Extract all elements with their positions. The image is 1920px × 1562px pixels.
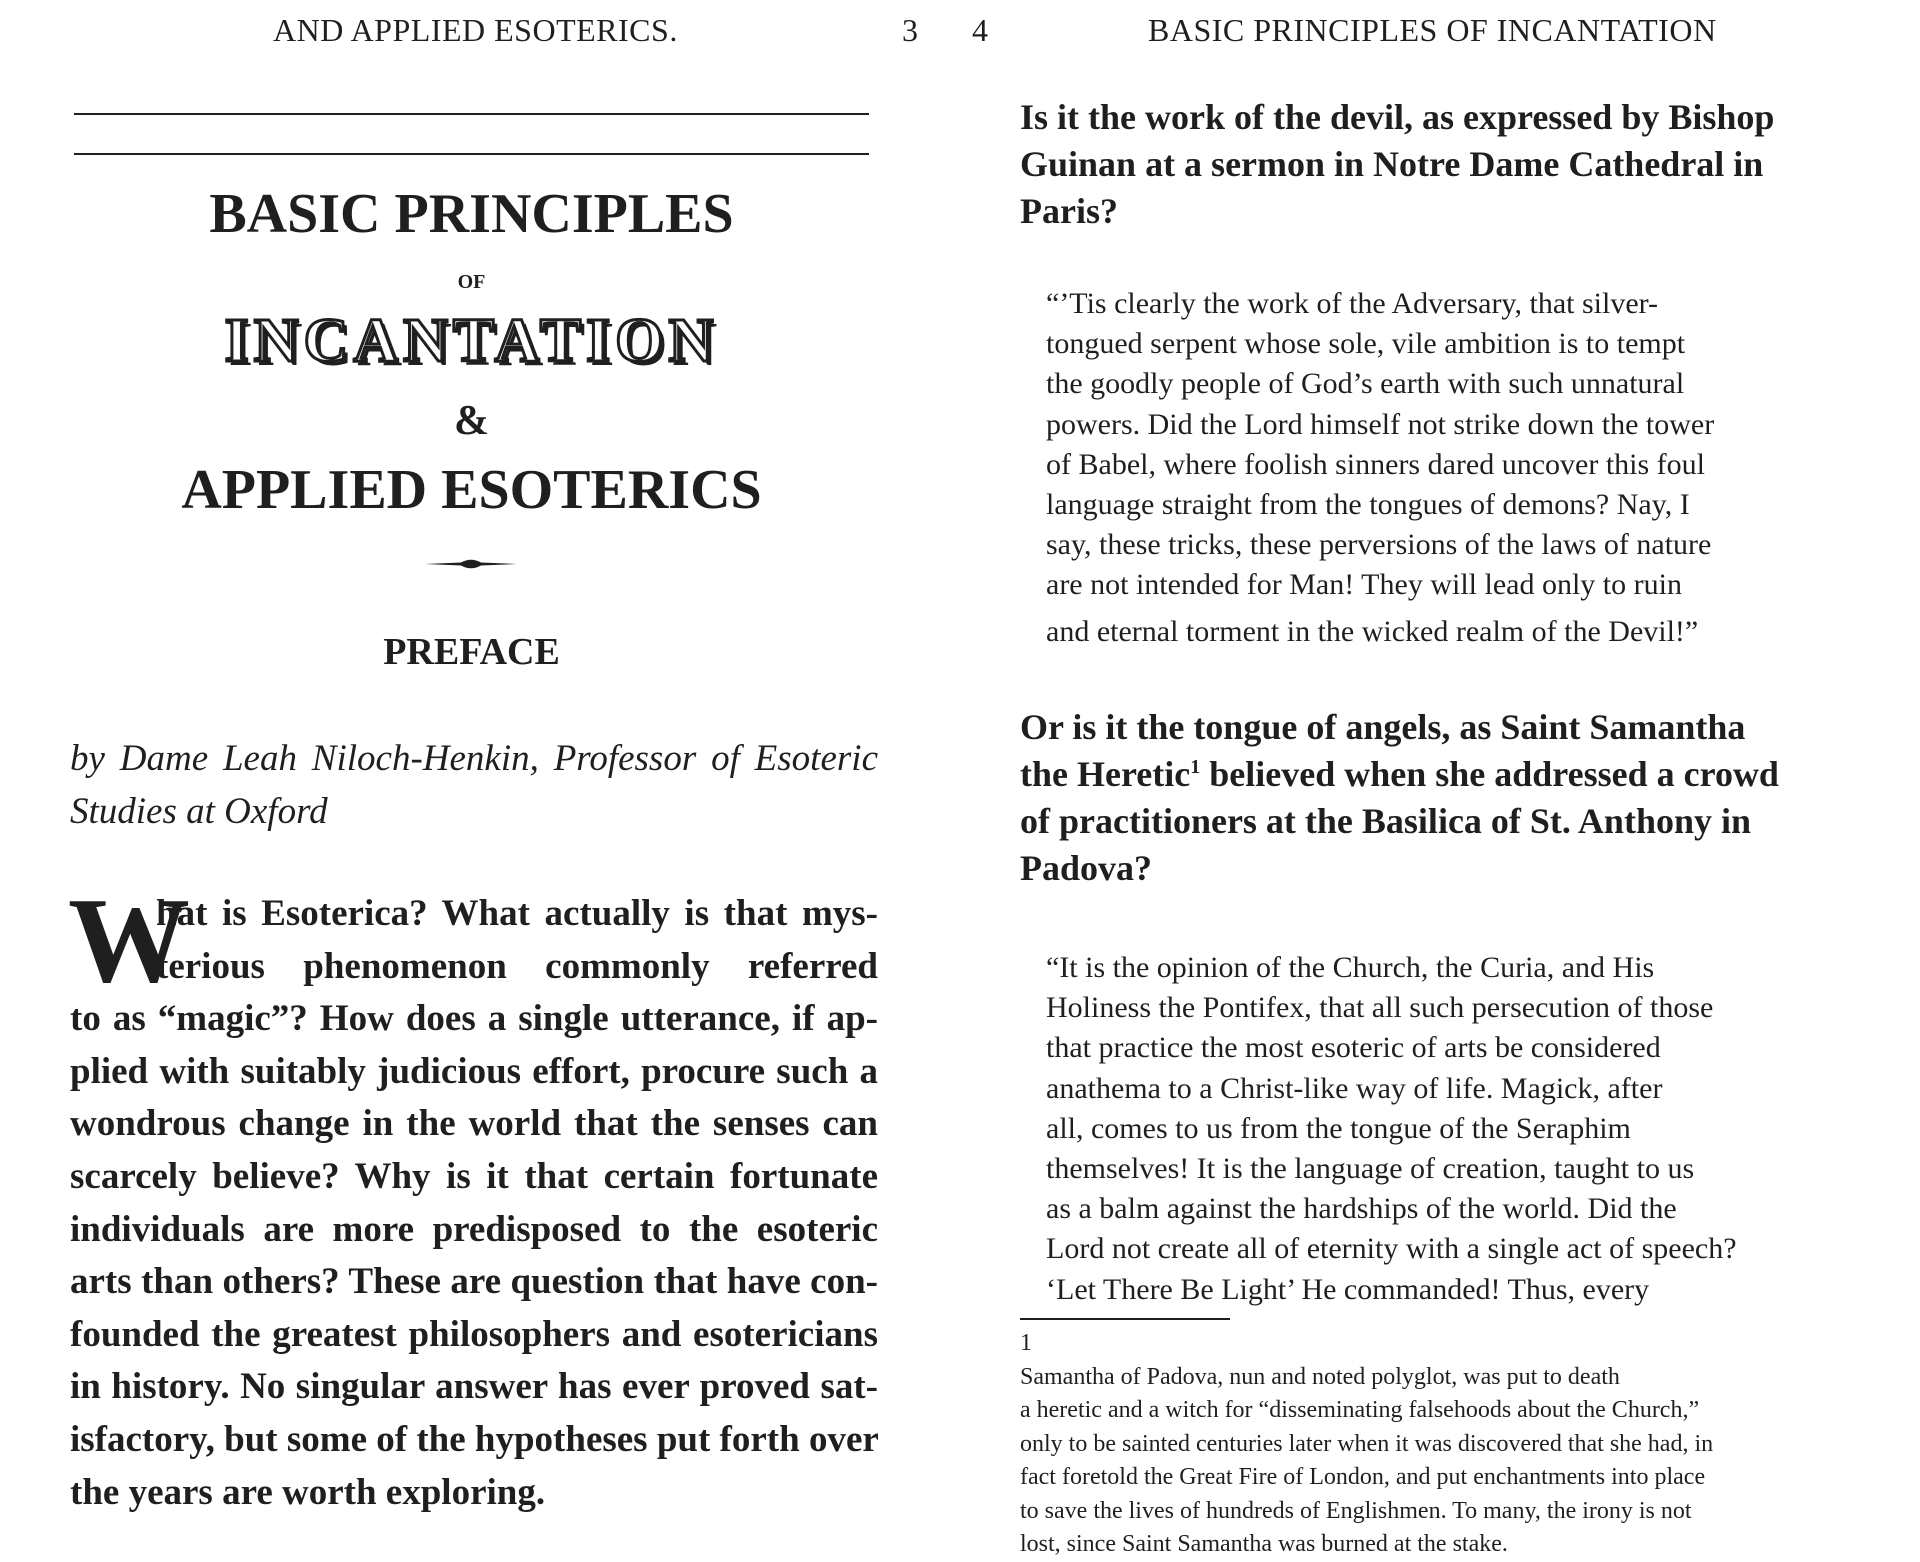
footnote-line: only to be sainted centuries later when it was discovered that she had, in [1020,1430,1714,1457]
quote-line: all, comes to us from the tongue of the Seraphim [1046,1111,1631,1145]
footnote [1020,1327,1860,1562]
quote-line: Holiness the Pontifex, that all such persecution of those [1046,991,1714,1025]
quote-line: “’Tis clearly the work of the Adversary, that silver- [1046,287,1659,320]
footnote-line: fact foretold the Great Fire of London, and put enchantments into place [1020,1464,1706,1490]
title-ampersand: & [454,398,489,444]
question-line: Or is it the tongue of angels, as Saint Samantha [1020,707,1746,747]
body-line: terious phenomenon commonly referred [156,945,878,987]
quote-line: themselves! It is the language of creation, taught to us [1046,1152,1695,1186]
footnote-line: lost, since Saint Samantha was burned at the stake. [1020,1531,1508,1557]
title-rule-bottom [74,153,869,155]
fleuron-ornament-icon [425,557,517,571]
footnote-line: to save the lives of hundreds of Englishmen. To many, the irony is not [1020,1497,1692,1524]
body-line: founded the greatest philosophers and esotericians [70,1313,878,1355]
footnote-line: a heretic and a witch for “disseminating falsehoods about the Church,” [1020,1397,1700,1423]
quote-line: ‘Let There Be Light’ He commanded! Thus, every [1046,1272,1650,1306]
title-rule-top [74,113,869,115]
footnote-number: 1 [1020,1330,1032,1356]
body-line: the years are worth exploring. [70,1471,546,1513]
right-running-header: BASIC PRINCIPLES OF INCANTATION [1148,12,1717,48]
question-line: Guinan at a sermon in Notre Dame Cathedral in [1020,144,1764,184]
footnote-line [1020,1327,1860,1394]
byline-line: by Dame Leah Niloch-Henkin, Professor of Esoteric [70,738,878,779]
footnote-text: Samantha of Padova, nun and noted polyglot, was put to death [1020,1363,1620,1390]
body-line: in history. No singular answer has ever proved sat- [70,1366,878,1408]
body-line: arts than others? These are question that have con- [70,1261,878,1303]
left-running-header: AND APPLIED ESOTERICS. [273,12,678,48]
byline-line: Studies at Oxford [70,791,328,832]
right-page-number: 4 [972,12,989,48]
footnote-reference-mark[interactable]: 1 [1190,756,1201,778]
quote-line: the goodly people of God’s earth with such unnatural [1046,367,1685,401]
quote-line: anathema to a Christ-like way of life. Magick, after [1046,1071,1663,1105]
quote-line: of Babel, where foolish sinners dared uncover this foul [1046,447,1705,481]
body-line: wondrous change in the world that the senses can [70,1103,878,1145]
quote-line: as a balm against the hardships of the world. Did the [1046,1192,1677,1226]
question-line [1020,751,1860,798]
question-text: believed when she addressed a crowd [1200,754,1779,794]
quote-line: Lord not create all of eternity with a single act of speech? [1046,1232,1737,1266]
body-line: scarcely believe? Why is it that certain fortunate [70,1155,878,1197]
section-title-preface: PREFACE [383,631,560,673]
question-line: Paris? [1020,191,1118,231]
quote-line: language straight from the tongues of demons? Nay, I [1046,488,1690,522]
preface-body [70,888,878,1519]
quote-saint-samantha [1046,948,1846,1310]
drop-cap: W [68,873,190,1008]
byline [70,732,878,838]
quote-line: that practice the most esoteric of arts be considered [1046,1031,1661,1065]
quote-line: are not intended for Man! They will lead only to ruin [1046,568,1682,602]
quote-line: “It is the opinion of the Church, the Curia, and His [1046,951,1655,984]
question-angels [1020,704,1860,892]
title-line-of: OF [457,271,486,293]
body-line: hat is Esoterica? What actually is that mys- [156,893,878,934]
question-line: Padova? [1020,848,1153,888]
question-line: Is it the work of the devil, as expressed by Bishop [1020,97,1775,137]
quote-line: and eternal torment in the wicked realm of the Devil!” [1046,614,1699,648]
body-line: to as “magic”? How does a single utterance, if ap- [70,998,878,1040]
quote-line: tongued serpent whose sole, vile ambition is to tempt [1046,327,1686,361]
question-line: of practitioners at the Basilica of St. Anthony in [1020,801,1752,841]
quote-line: say, these tricks, these perversions of the laws of nature [1046,528,1712,562]
body-line: isfactory, but some of the hypotheses put forth over [70,1418,879,1460]
title-line-basic-principles: BASIC PRINCIPLES [209,183,734,245]
footnote-rule [1020,1318,1230,1320]
body-line: individuals are more predisposed to the esoteric [70,1208,878,1250]
question-devil [1020,94,1860,235]
body-line: plied with suitably judicious effort, procure such a [70,1050,878,1092]
quote-line: powers. Did the Lord himself not strike down the tower [1046,407,1715,441]
title-line-applied-esoterics: APPLIED ESOTERICS [181,459,762,521]
question-text: the Heretic [1020,754,1191,794]
quote-bishop-guinan [1046,284,1846,652]
title-line-incantation: INCANTATION [224,307,719,375]
left-page-number: 3 [902,12,919,48]
